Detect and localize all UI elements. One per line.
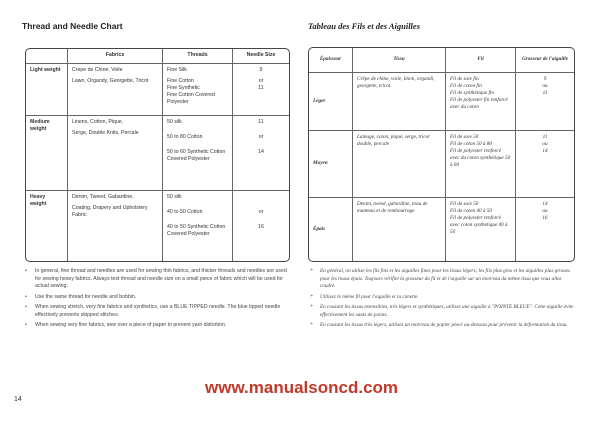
size-text: 16 <box>542 215 548 222</box>
thread-text: Fil de coton fin <box>450 83 482 90</box>
note-item: * En cousant les tissus extensibles, très légers et synthétiques, utilisez une aiguille à "POINTE BLEUE". Cette aiguille évite effectivement les sauts de points. <box>310 304 576 319</box>
fabric-text: Linens, Cotton, Pique, <box>72 119 124 125</box>
size-cell <box>233 191 289 261</box>
note-item: • In general, fine thread and needles are used for sewing thin fabrics, and thicker threads and needles are used for sewing heavy fabrics. Always test thread and needle size on a small piece of fabric which will be used for actual sewing. <box>25 268 290 291</box>
thread-text: Fil de soie 50 <box>450 134 479 140</box>
header-threads: Threads <box>163 49 233 64</box>
weight-cell: Moyen <box>309 131 353 198</box>
thread-needle-table-fr <box>308 47 575 262</box>
thread-text: 50 to 60 Synthetic Cotton Covered Polyester <box>167 149 226 163</box>
header-fil: Fil <box>446 48 516 73</box>
thread-text: Fine Synthetic <box>167 85 200 92</box>
note-item: • When sewing stretch, very fine fabrics and synthetics, use a BLUE TIPPED needle. The blue tipped needle effectively prevents skipped stitches. <box>25 304 290 319</box>
thread-text: Fil de soie 50 <box>450 201 479 207</box>
size-text: 14 <box>258 149 264 156</box>
note-item: * Utilisez le même fil pour l'aiguille et la canette. <box>310 294 576 302</box>
size-text: 16 <box>258 224 264 231</box>
size-cell <box>233 116 289 191</box>
size-text <box>237 194 285 201</box>
thread-text: 50 silk <box>167 119 182 125</box>
thread-text: 40 to 50 Synthetic Cotton Covered Polyester <box>167 224 226 238</box>
size-text: 11 <box>258 85 264 92</box>
weight-cell: Heavy weight <box>26 191 68 261</box>
page-number: 14 <box>14 396 22 403</box>
thread-text: Fil de polyester renforcé avec du coton synthétique 50 à 60 <box>450 148 511 169</box>
thread-text: Fine Cotton <box>167 78 194 85</box>
size-text: ou <box>542 141 548 148</box>
chart-title-en: Thread and Needle Chart <box>22 21 123 31</box>
header-blank <box>26 49 68 64</box>
size-text: 11 <box>542 90 548 97</box>
note-item: * En cousant les tissus très légers, utilisez un morceau de papier placé au-dessous pour prévenir la déformation du tissu. <box>310 322 576 330</box>
threads-cell <box>163 64 233 116</box>
size-text: 9 <box>259 67 263 73</box>
header-fabrics: Fabrics <box>68 49 163 64</box>
table-row <box>309 131 574 198</box>
fabric-text: Serge, Double Knits, Percale <box>72 130 139 137</box>
weight-cell: Light weight <box>26 64 68 116</box>
header-grosseur: Grosseur de l'aiguille <box>516 48 574 73</box>
note-item: * En général, on utilise les fils fins et les aiguilles fines pour les tissus légers; les fils plus gros et les aiguilles plus grosses pour les tissus épais. Toujours vérifiet la grosseur du fil et de l'aiguille sur un morceau du même tissu que vous allez coudre. <box>310 268 576 291</box>
thread-needle-table-en <box>25 48 290 262</box>
size-text: or <box>258 134 264 141</box>
weight-cell: Medium weight <box>26 116 68 191</box>
fabric-text: Coating, Drapery and Upholstery Fabric <box>72 205 148 219</box>
note-item: • When sewing very fine fabrics, sew over a piece of paper to prevent yarn distortion. <box>25 322 290 330</box>
size-text: ou <box>542 208 548 215</box>
watermark: www.manualsoncd.com <box>205 378 399 397</box>
fabrics-cell: Crêpe de chine, voile, linon, organdi, georgette, tricot. <box>353 73 446 131</box>
table-row <box>309 73 574 131</box>
fabric-text: Crepe de Chine, Voile <box>72 67 123 73</box>
size-text: or <box>258 209 264 216</box>
size-text: 9 <box>543 76 547 82</box>
size-cell <box>233 64 289 116</box>
notes-list-en <box>25 268 290 333</box>
threads-cell <box>446 198 516 261</box>
chart-title-fr: Tableau des Fils et des Aiguilles <box>308 21 421 31</box>
table-row <box>26 64 289 116</box>
size-text: 11 <box>542 134 548 140</box>
fabrics-cell: Denim, tweed, gabardine, tissu de manteau et de rembourrage <box>353 198 446 261</box>
table-row <box>26 191 289 261</box>
weight-cell: Épais <box>309 198 353 261</box>
note-item: • Use the same thread for needle and bobbin. <box>25 294 290 302</box>
thread-text: Fil de coton 40 à 50 <box>450 208 492 215</box>
weight-cell: Léger <box>309 73 353 131</box>
thread-text: 40 to 50 Cotton <box>167 209 203 216</box>
table-row <box>26 116 289 191</box>
size-cell <box>516 131 574 198</box>
size-text: ou <box>542 83 548 90</box>
threads-cell <box>163 116 233 191</box>
thread-text: 50 silk <box>167 194 182 200</box>
size-text: or <box>258 78 264 85</box>
thread-text: Fil de synthétique fin <box>450 90 494 97</box>
thread-text: Fine Cotton Covered Polyester <box>167 92 215 106</box>
thread-text: 50 to 80 Cotton <box>167 134 203 141</box>
thread-text: Fil de polyester fin renforcé avec du coton <box>450 97 508 111</box>
size-text: 14 <box>542 148 548 155</box>
fabric-text: Lawn, Organdy, Georgette, Tricot <box>72 78 149 85</box>
header-needle-size: Needle Size <box>233 49 289 64</box>
fabric-text: Denim, Tweed, Gabardine, <box>72 194 134 200</box>
thread-text: Fil de polyester renforcé avec coton synthétique 40 à 50 <box>450 215 508 236</box>
size-cell <box>516 198 574 261</box>
threads-cell <box>446 73 516 131</box>
size-text: 14 <box>542 201 548 207</box>
fabrics-cell <box>68 191 163 261</box>
threads-cell <box>163 191 233 261</box>
notes-list-fr <box>310 268 576 333</box>
size-text: 11 <box>258 119 264 125</box>
fabrics-cell <box>68 116 163 191</box>
fabrics-cell: Lainage, coton, piqué, serge, tricot double, percale <box>353 131 446 198</box>
header-tissu: Tissu <box>353 48 446 73</box>
fabrics-cell <box>68 64 163 116</box>
size-cell <box>516 73 574 131</box>
threads-cell <box>446 131 516 198</box>
header-epaisseur: Épaisseur <box>309 48 353 73</box>
thread-text: Fil de soie fin <box>450 76 479 82</box>
thread-text: Fine Silk <box>167 67 187 73</box>
table-row <box>309 198 574 261</box>
thread-text: Fil de coton 50 à 80 <box>450 141 492 148</box>
